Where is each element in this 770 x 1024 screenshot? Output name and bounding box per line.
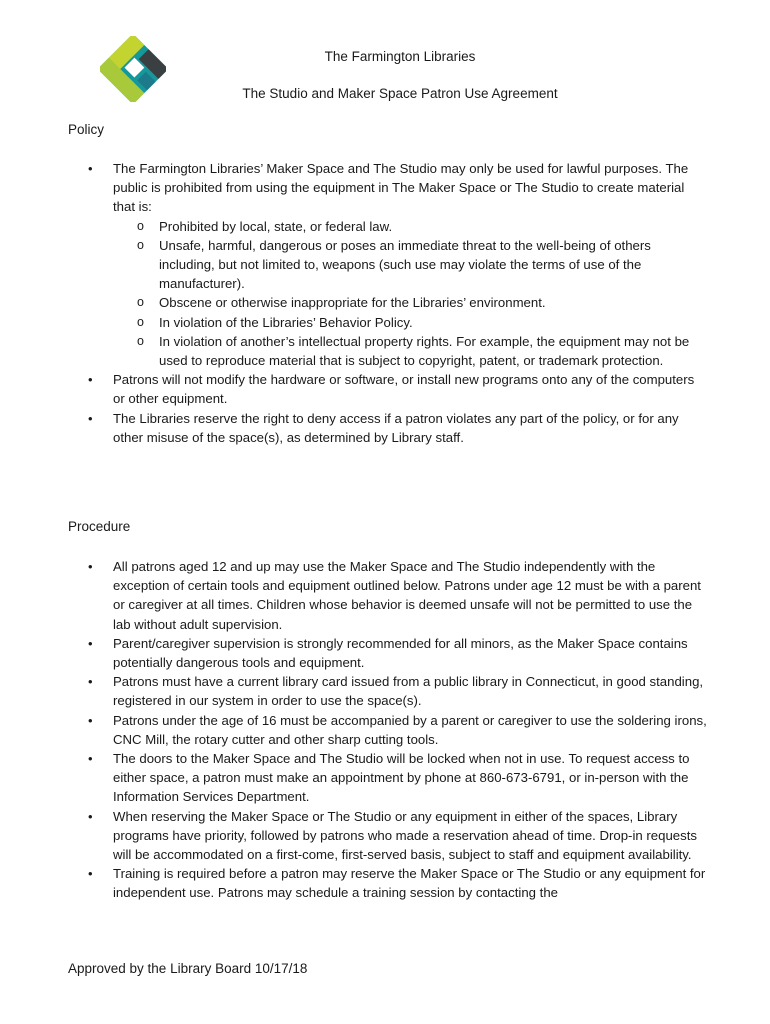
policy-item: • The Libraries reserve the right to deny access if a patron violates any part of the policy, or for any other misuse of the space(s), as determined by Library staff. (68, 409, 708, 447)
prohibited-material-list (113, 217, 708, 371)
procedure-item: • Parent/caregiver supervision is strongly recommended for all minors, as the Maker Space contains potentially dangerous tools and equipment. (68, 634, 708, 672)
procedure-item: • When reserving the Maker Space or The Studio or any equipment in either of the spaces, Library programs have priority, followed by patrons who made a reservation ahead of time. Drop-in requests will be accommodated on a first-come, first-served basis, subject to staff and equipment availability. (68, 807, 708, 865)
prohibited-item: o Prohibited by local, state, or federal law. (113, 217, 708, 236)
procedure-item: • All patrons aged 12 and up may use the Maker Space and The Studio independently with the exception of certain tools and equipment outlined below. Patrons under age 12 must be with a parent or caregiver at all times. Children whose behavior is deemed unsafe will not be permitted to use the lab without adult supervision. (68, 557, 708, 634)
policy-list (68, 159, 708, 447)
document-title: The Studio and Maker Space Patron Use Agreement (242, 86, 558, 101)
prohibited-item: o In violation of the Libraries’ Behavior Policy. (113, 313, 708, 332)
policy-item (68, 159, 708, 370)
policy-heading: Policy (68, 122, 105, 137)
procedure-item: • Patrons under the age of 16 must be accompanied by a parent or caregiver to use the soldering irons, CNC Mill, the rotary cutter and other sharp cutting tools. (68, 711, 708, 749)
policy-item: • Patrons will not modify the hardware or software, or install new programs onto any of the computers or other equipment. (68, 370, 708, 408)
procedure-item: • Training is required before a patron may reserve the Maker Space or The Studio or any equipment for independent use. Patrons may schedule a training session by contacting the (68, 864, 708, 902)
approval-footer: Approved by the Library Board 10/17/18 (68, 961, 308, 976)
procedure-heading: Procedure (68, 519, 131, 534)
procedure-list (68, 557, 708, 903)
prohibited-item: o Unsafe, harmful, dangerous or poses an immediate threat to the well-being of others including, but not limited to, weapons (such use may violate the terms of use of the manufacturer). (113, 236, 708, 294)
prohibited-item: o Obscene or otherwise inappropriate for the Libraries’ environment. (113, 293, 708, 312)
prohibited-item: o In violation of another’s intellectual property rights. For example, the equipment may not be used to reproduce material that is subject to copyright, patent, or trademark protection. (113, 332, 708, 370)
organization-title: The Farmington Libraries (324, 49, 476, 64)
procedure-item: • The doors to the Maker Space and The Studio will be locked when not in use. To request access to either space, a patron must make an appointment by phone at 860-673-6791, or in-person with the Information Services Department. (68, 749, 708, 807)
policy-item-text: The Farmington Libraries’ Maker Space and The Studio may only be used for lawful purposes. The public is prohibited from using the equipment in The Maker Space or The Studio to create material that is: (113, 161, 689, 215)
procedure-item: • Patrons must have a current library card issued from a public library in Connecticut, in good standing, registered in our system in order to use the space(s). (68, 672, 708, 710)
